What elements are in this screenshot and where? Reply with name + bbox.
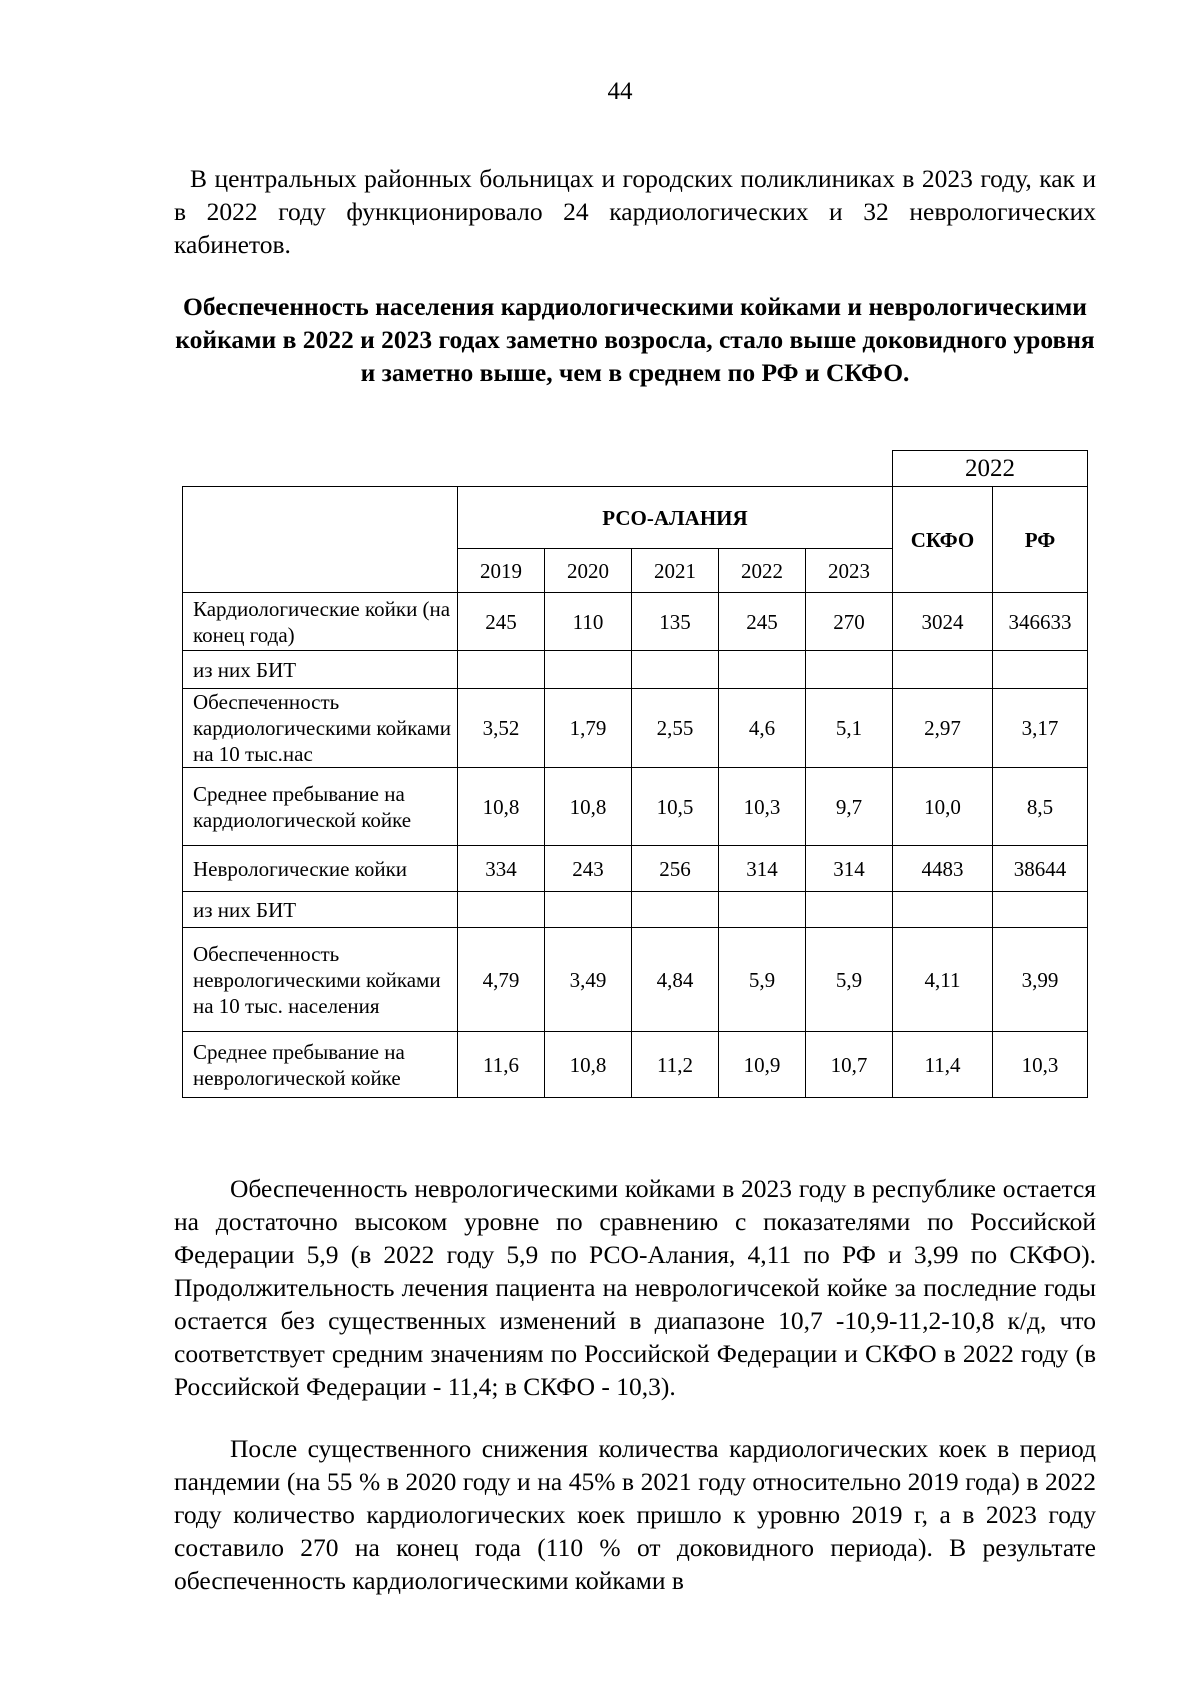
table-cell [806,892,893,928]
table-cell: 3,52 [458,689,545,768]
table-cell: 11,2 [632,1032,719,1098]
year-header: 2020 [545,549,632,593]
table-cell: 346633 [993,593,1088,651]
table-cell [893,892,993,928]
table-cell: 11,6 [458,1032,545,1098]
table-cell: 2,55 [632,689,719,768]
table-cell: 10,8 [458,768,545,846]
table-cell: 3,99 [993,928,1088,1032]
table-cell [632,651,719,689]
row-label: Обеспеченность кардиологическими койками на 10 тыс.нас [183,689,458,768]
table-cell [458,651,545,689]
table-row [183,768,1088,846]
table-row [183,1032,1088,1098]
year-header: 2022 [719,549,806,593]
table-cell: 3024 [893,593,993,651]
intro-paragraph: В центральных районных больницах и городских поликлиниках в 2023 году, как и в 2022 году функционировало 24 кардиологических и 32 неврологических кабинетов. [174,164,1096,259]
row-label-header [183,487,458,593]
bed-statistics-table [182,450,1088,1098]
table-cell: 8,5 [993,768,1088,846]
table-cell [545,651,632,689]
table-cell: 2,97 [893,689,993,768]
table-cell: 11,4 [893,1032,993,1098]
table-cell: 1,79 [545,689,632,768]
row-label: Среднее пребывание на неврологической койке [183,1032,458,1098]
page-number: 44 [607,78,633,105]
table-cell: 334 [458,846,545,892]
table-cell: 5,9 [806,928,893,1032]
paragraph-neurology: Обеспеченность неврологическими койками в 2023 году в республике остается на достаточно высоком уровне по сравнению с показателями по Российской Федерации 5,9 (в 2022 году 5,9 по РСО-Алания, 4,11 по РФ и 3,99 по СКФО). Продолжительность лечения пациента на неврологичсекой койке за последние годы остается без существенных изменений в диапазоне 10,7 -10,9-11,2-10,8 к/д, что соответствует средним значениям по Российской Федерации и СКФО в 2022 году (в Российской Федерации - 11,4; в СКФО - 10,3). [174,1174,1096,1401]
table-cell: 135 [632,593,719,651]
table-cell: 10,0 [893,768,993,846]
year-header: 2021 [632,549,719,593]
table-cell: 256 [632,846,719,892]
table-cell: 4483 [893,846,993,892]
table-cell [993,892,1088,928]
table-cell: 38644 [993,846,1088,892]
table-cell: 245 [458,593,545,651]
table-row [183,593,1088,651]
table-corner-blank [183,451,893,487]
row-label: Кардиологические койки (на конец года) [183,593,458,651]
table-cell: 4,6 [719,689,806,768]
paragraph-cardiology: После существенного снижения количества кардиологических коек в период пандемии (на 55 % в 2020 году и на 45% в 2021 году относительно 2019 года) в 2022 году количество кардиологических коек пришло к уровню 2019 г, а в 2023 году составило 270 на конец года (110 % от доковидного периода). В результате обеспеченность кардиологическими койками в [174,1434,1096,1595]
row-label: Неврологические койки [183,846,458,892]
table-cell [719,651,806,689]
row-label: из них БИТ [183,651,458,689]
region-header: РСО-АЛАНИЯ [458,487,893,549]
table-row [183,892,1088,928]
table-cell: 4,11 [893,928,993,1032]
table-row [183,846,1088,892]
table-cell: 4,79 [458,928,545,1032]
table-cell: 243 [545,846,632,892]
table-cell: 10,9 [719,1032,806,1098]
table-cell [806,651,893,689]
table-cell [993,651,1088,689]
table-cell [893,651,993,689]
table-cell: 10,8 [545,1032,632,1098]
section-heading: Обеспеченность населения кардиологическими койками и неврологическими койками в 2022 и 2023 годах заметно возросла, стало выше доковидного уровня и заметно выше, чем в среднем по РФ и СКФО. [175,292,1095,387]
row-label: из них БИТ [183,892,458,928]
table-cell: 10,5 [632,768,719,846]
row-label: Обеспеченность неврологическими койками на 10 тыс. населения [183,928,458,1032]
table-cell [545,892,632,928]
table-cell: 10,3 [719,768,806,846]
table-cell: 110 [545,593,632,651]
table-cell: 314 [806,846,893,892]
table-cell: 10,7 [806,1032,893,1098]
skfo-header: СКФО [893,487,993,593]
rf-header: РФ [993,487,1088,593]
table-cell: 5,1 [806,689,893,768]
year-header: 2019 [458,549,545,593]
table-cell: 10,3 [993,1032,1088,1098]
row-label: Среднее пребывание на кардиологической койке [183,768,458,846]
table-cell: 270 [806,593,893,651]
table-cell [719,892,806,928]
comparison-year-header: 2022 [893,451,1088,487]
table-row [183,689,1088,768]
table-cell: 3,17 [993,689,1088,768]
table-cell: 5,9 [719,928,806,1032]
table-cell [632,892,719,928]
table-cell: 245 [719,593,806,651]
table-cell: 9,7 [806,768,893,846]
table-cell: 10,8 [545,768,632,846]
table-row [183,651,1088,689]
table-row [183,928,1088,1032]
table-cell [458,892,545,928]
table-cell: 314 [719,846,806,892]
table-cell: 4,84 [632,928,719,1032]
year-header: 2023 [806,549,893,593]
table-cell: 3,49 [545,928,632,1032]
